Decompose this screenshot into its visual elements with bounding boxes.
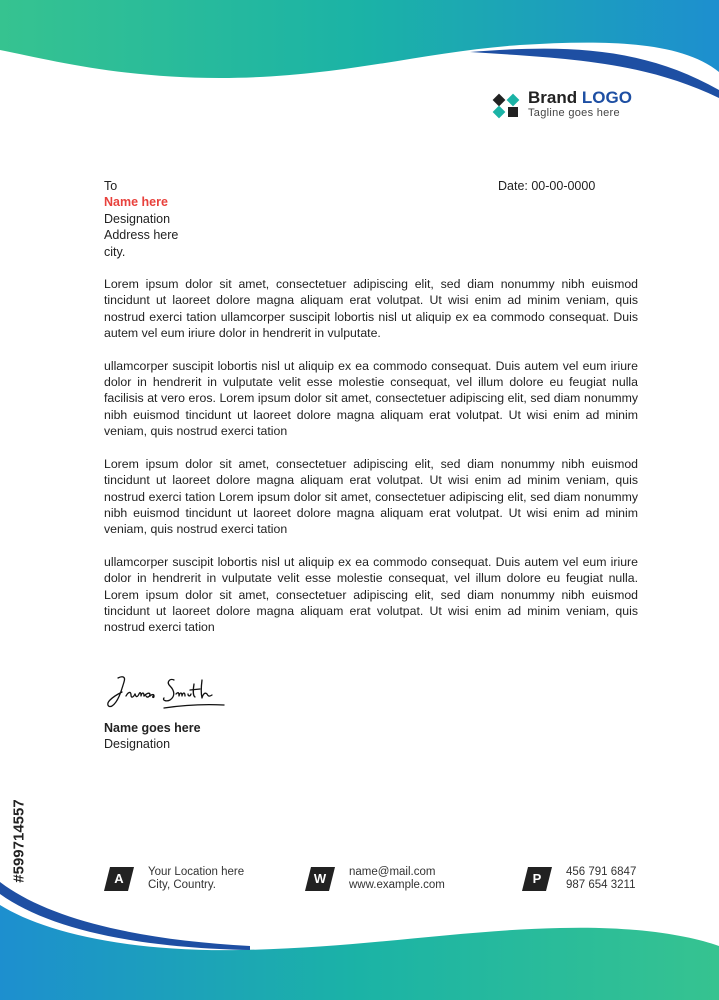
email-text[interactable]: name@mail.com: [349, 866, 436, 878]
phone-line-2: 987 654 3211: [566, 879, 636, 891]
address-line-2: City, Country.: [148, 879, 216, 891]
address-icon: A: [104, 867, 134, 891]
recipient-address: Address here: [104, 228, 179, 243]
letter-body: [104, 276, 638, 652]
recipient-city: city.: [104, 244, 126, 259]
recipient-designation: Designation: [104, 211, 171, 226]
brand-name: Brand LOGO: [528, 88, 632, 107]
sender-designation: Designation: [104, 737, 171, 751]
web-icon: W: [305, 867, 335, 891]
brand-tagline: Tagline goes here: [528, 107, 620, 119]
website-text[interactable]: www.example.com: [349, 879, 445, 891]
letter-date: Date: 00-00-0000: [498, 179, 596, 193]
paragraph: ullamcorper suscipit lobortis nisl ut aliquip ex ea commodo consequat. Duis autem vel eum iriure dolor in hendrerit in vulputate velit esse molestie consequat, vel illum dolore eu feugiat nulla. Lorem ipsum dolor sit amet, consectetuer adipiscing elit, sed diam nonummy nibh euismod tincidunt ut laoreet dolore magna aliquam erat volutpat. Ut wisi enim ad minim veniam, quis nostrud exerci tation: [104, 554, 638, 635]
recipient-name: Name here: [104, 195, 168, 210]
to-label: To: [104, 179, 118, 193]
recipient-block: [104, 178, 178, 260]
address-line-1: Your Location here: [148, 866, 245, 878]
phone-icon: P: [522, 867, 552, 891]
phone-line-1: 456 791 6847: [566, 866, 637, 878]
stock-id-watermark: #599714557: [10, 799, 28, 883]
handwritten-signature: [104, 670, 234, 712]
logo-mark-icon: [494, 91, 522, 119]
paragraph: Lorem ipsum dolor sit amet, consectetuer adipiscing elit, sed diam nonummy nibh euismod tincidunt ut laoreet dolore magna aliquam erat volutpat. Ut wisi enim ad minim veniam, quis nostrud exerci tation Lorem ipsum dolor sit amet, consectetuer adipiscing elit, sed diam nonummy nibh euismod tincidunt ut laoreet dolore magna aliquam erat volutpat. Ut wisi enim ad minim veniam, quis nostrud exerci tation: [104, 456, 638, 537]
paragraph: ullamcorper suscipit lobortis nisl ut aliquip ex ea commodo consequat. Duis autem vel eum iriure dolor in hendrerit in vulputate velit esse molestie consequat, vel illum dolore eu feugiat nulla facilisis at vero eros. Lorem ipsum dolor sit amet, consectetuer adipiscing elit, sed diam nonummy nibh euismod tincidunt ut laoreet dolore magna aliquam erat volutpat. Ut wisi enim ad minim veniam, quis nostrud exerci tation: [104, 358, 638, 439]
paragraph: Lorem ipsum dolor sit amet, consectetuer adipiscing elit, sed diam nonummy nibh euismod tincidunt ut laoreet dolore magna aliquam erat volutpat. Ut wisi enim ad minim veniam, quis nostrud exerci tation ullamcorper suscipit lobortis nisl ut aliquip ex ea commodo consequat. Duis autem vel eum iriure dolor in hendrerit in vulputate.: [104, 277, 638, 341]
bottom-wave-decoration: [0, 860, 719, 1000]
sender-name: Name goes here: [104, 721, 201, 735]
brand-logo: [494, 89, 632, 120]
